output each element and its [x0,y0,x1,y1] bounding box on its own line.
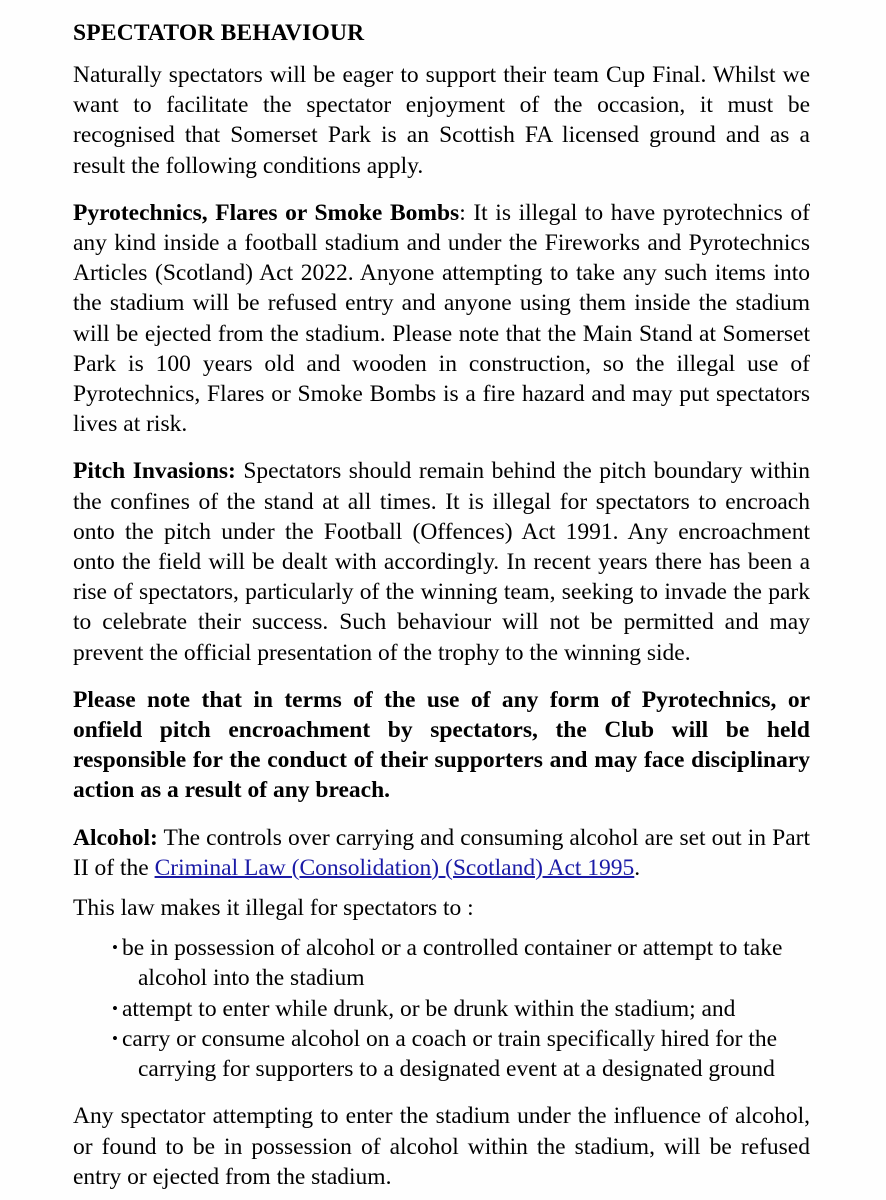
list-item-label: be in possession of alcohol or a controlled container or attempt to take alcohol into the stadium [121,935,783,992]
list-item-label: carry or consume alcohol on a coach or train specifically hired for the carrying for supporters to a designated event at a designated ground [121,1025,778,1083]
section-pyrotechnics-lead: Pyrotechnics, Flares or Smoke Bombs [73,199,460,226]
list-intro: This law makes it illegal for spectators to : [73,895,474,922]
bullet-icon: • [112,1028,118,1048]
list-item [99,1024,810,1084]
section-pyrotechnics-body: It is illegal to have pyrotechnics of any kind inside a football stadium and under the Fireworks and Pyrotechnics Articles (Scotland) Act 2022. Anyone attempting to take any such items into the stadium will be refused entry and anyone using them inside the stadium will be ejected from the stadium. Please note that the Main Stand at Somerset Park is 100 years old and wooden in construction, so the illegal use of Pyrotechnics, Flares or Smoke Bombs is a fire hazard and may put spectators lives at risk. [73,199,811,438]
page-title: SPECTATOR BEHAVIOUR [73,20,365,46]
prohibited-actions-list [73,933,810,1084]
list-item [99,933,810,993]
section-pyrotechnics-lead-suffix: : [459,199,466,226]
section-alcohol-body-after-link: . [634,854,641,881]
section-pyrotechnics [73,198,810,440]
list-item [99,994,810,1024]
intro-paragraph: Naturally spectators will be eager to support their team Cup Final. Whilst we want to facilitate the spectator enjoyment of the occasion, it must be recognised that Somerset Park is an Scottish FA licensed ground and as a result the following conditions apply. [73,62,810,179]
closing-paragraph: Any spectator attempting to enter the stadium under the influence of alcohol, or found to be in possession of alcohol within the stadium, will be refused entry or ejected from the stadium. [73,1103,810,1190]
section-pitch-invasions-body: Spectators should remain behind the pitch boundary within the confines of the stand at all times. It is illegal for spectators to encroach onto the pitch under the Football (Offences) Act 1991. Any encroachment onto the field will be dealt with accordingly. In recent years there has been a rise of spectators, particularly of the winning team, seeking to invade the park to celebrate their success. Such behaviour will not be permitted and may prevent the official presentation of the trophy to the winning side. [73,458,811,666]
section-pitch-invasions-lead: Pitch Invasions: [73,458,236,485]
section-alcohol-lead: Alcohol: [73,824,158,851]
section-pitch-invasions [73,456,810,667]
bullet-icon: • [112,938,118,958]
section-alcohol-body-before-link: The controls over carrying and consuming alcohol are set out in Part II of the [73,824,810,881]
responsibility-notice: Please note that in terms of the use of any form of Pyrotechnics, or onfield pitch encroachment by spectators, the Club will be held responsible for the conduct of their supporters and may face disciplinary action as a result of any breach. [73,686,810,804]
bullet-icon: • [112,998,118,1018]
list-item-label: attempt to enter while drunk, or be drunk within the stadium; and [121,995,736,1022]
criminal-law-act-link[interactable]: Criminal Law (Consolidation) (Scotland) Act 1995 [154,854,635,881]
section-alcohol [73,823,810,883]
